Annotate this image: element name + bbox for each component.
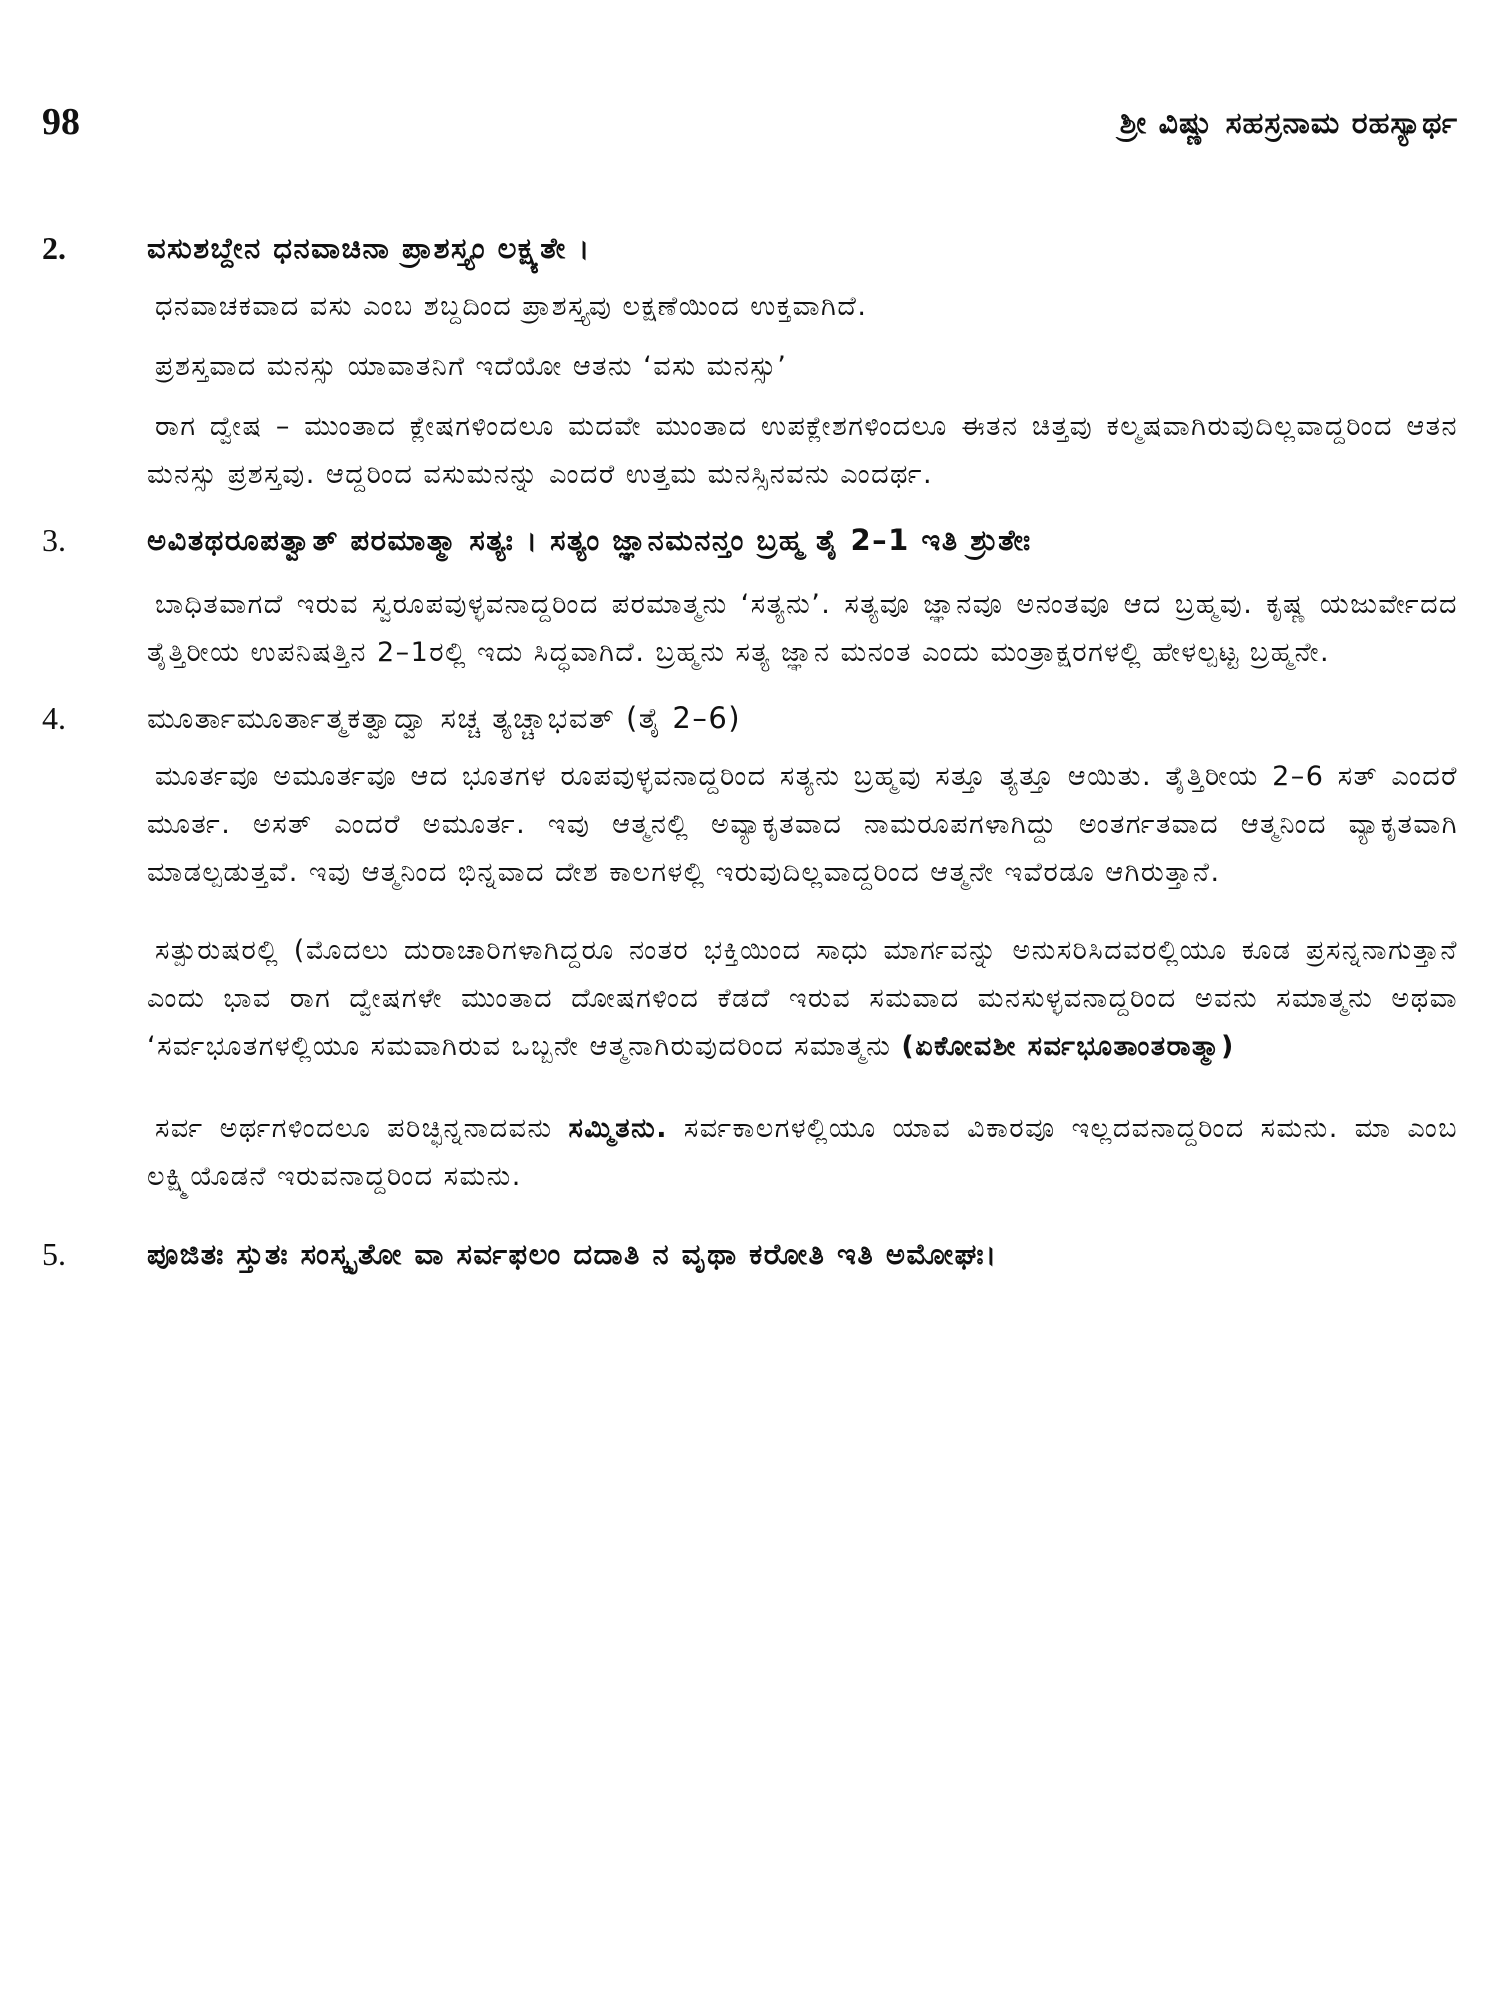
- bold-quote: (ಏಕೋವಶೀ ಸರ್ವಭೂತಾಂತರಾತ್ಮಾ): [901, 1031, 1235, 1062]
- sanskrit-heading: ಪೂಜಿತಃ ಸ್ತುತಃ ಸಂಸ್ಕೃತೋ ವಾ ಸರ್ವಫಲಂ ದದಾತಿ ನ ವೃಥಾ ಕರೋತಿ ಇತಿ ಅಮೋಘಃ।: [147, 1237, 998, 1271]
- page-body: [42, 225, 1458, 1277]
- paragraph-text: ಸರ್ವ ಅರ್ಥಗಳಿಂದಲೂ ಪರಿಚ್ಛಿನ್ನನಾದವನು: [155, 1113, 569, 1144]
- verse-item-2: [42, 225, 1458, 499]
- page-number: 98: [42, 101, 80, 143]
- explanation-paragraph: ಧನವಾಚಕವಾದ ವಸು ಎಂಬ ಶಬ್ದದಿಂದ ಪ್ರಾಶಸ್ತ್ಯವು ಲಕ್ಷಣೆಯಿಂದ ಉಕ್ತವಾಗಿದೆ.: [155, 291, 868, 322]
- paragraph-text-after: ಸರ್ವಕಾಲಗಳಲ್ಲಿಯೂ ಯಾವ ವಿಕಾರವೂ ಇಲ್ಲದವನಾದ್ದರಿಂದ ಸಮನು. ಮಾ ಎಂಬ ಲಕ್ಷ್ಮಿಯೊಡನೆ ಇರುವನಾದ್ದರಿಂದ ಸಮನು.: [147, 1113, 1458, 1192]
- explanation-paragraph: ಬಾಧಿತವಾಗದೆ ಇರುವ ಸ್ವರೂಪವುಳ್ಳವನಾದ್ದರಿಂದ ಪರಮಾತ್ಮನು ‘ಸತ್ಯನು’. ಸತ್ಯವೂ ಜ್ಞಾನವೂ ಅನಂತವೂ ಆದ ಬ್ರಹ್ಮವು. ಕೃಷ್ಣ ಯಜುರ್ವೇದದ ತೈತ್ತಿರೀಯ ಉಪನಿಷತ್ತಿನ 2–1ರಲ್ಲಿ ಇದು ಸಿದ್ಧವಾಗಿದೆ. ಬ್ರಹ್ಮನು ಸತ್ಯ ಜ್ಞಾನ ಮನಂತ ಎಂದು ಮಂತ್ರಾಕ್ಷರಗಳಲ್ಲಿ ಹೇಳಲ್ಪಟ್ಟ ಬ್ರಹ್ಮನೇ.: [147, 589, 1458, 668]
- explanation-paragraph: ಪ್ರಶಸ್ತವಾದ ಮನಸ್ಸು ಯಾವಾತನಿಗೆ ಇದೆಯೋ ಆತನು ‘ವಸು ಮನಸ್ಸು’: [155, 351, 788, 382]
- sanskrit-heading: ಅವಿತಥರೂಪತ್ವಾತ್ ಪರಮಾತ್ಮಾ ಸತ್ಯಃ । ಸತ್ಯಂ ಜ್ಞಾನಮನನ್ತಂ ಬ್ರಹ್ಮ ತೈ 2–1 ಇತಿ ಶ್ರುತೇಃ: [147, 523, 1032, 557]
- explanation-paragraph: [147, 927, 1458, 1071]
- sanskrit-heading: ವಸುಶಬ್ದೇನ ಧನವಾಚಿನಾ ಪ್ರಾಶಸ್ತ್ಯಂ ಲಕ್ಷ್ಯತೇ ।: [147, 231, 591, 265]
- item-number: 2.: [42, 230, 66, 266]
- paragraph-text: ಸತ್ಪುರುಷರಲ್ಲಿ (ಮೊದಲು ದುರಾಚಾರಿಗಳಾಗಿದ್ದರೂ ನಂತರ ಭಕ್ತಿಯಿಂದ ಸಾಧು ಮಾರ್ಗವನ್ನು ಅನುಸರಿಸಿದವರಲ್ಲಿಯೂ ಕೂಡ ಪ್ರಸನ್ನನಾಗುತ್ತಾನೆ ಎಂದು ಭಾವ ರಾಗ ದ್ವೇಷಗಳೇ ಮುಂತಾದ ದೋಷಗಳಿಂದ ಕೆಡದೆ ಇರುವ ಸಮವಾದ ಮನಸುಳ್ಳವನಾದ್ದರಿಂದ ಅವನು ಸಮಾತ್ಮನು ಅಥವಾ ‘ಸರ್ವಭೂತಗಳಲ್ಲಿಯೂ ಸಮವಾಗಿರುವ ಒಬ್ಬನೇ ಆತ್ಮನಾಗಿರುವುದರಿಂದ ಸಮಾತ್ಮನು: [147, 935, 1458, 1062]
- explanation-paragraph: ಮೂರ್ತವೂ ಅಮೂರ್ತವೂ ಆದ ಭೂತಗಳ ರೂಪವುಳ್ಳವನಾದ್ದರಿಂದ ಸತ್ಯನು ಬ್ರಹ್ಮವು ಸತ್ತೂ ತ್ಯತ್ತೂ ಆಯಿತು. ತೈತ್ತಿರೀಯ 2–6 ಸತ್ ಎಂದರೆ ಮೂರ್ತ. ಅಸತ್ ಎಂದರೆ ಅಮೂರ್ತ. ಇವು ಆತ್ಮನಲ್ಲಿ ಅವ್ಯಾಕೃತವಾದ ನಾಮರೂಪಗಳಾಗಿದ್ದು ಅಂತರ್ಗತವಾದ ಆತ್ಮನಿಂದ ವ್ಯಾಕೃತವಾಗಿ ಮಾಡಲ್ಪಡುತ್ತವೆ. ಇವು ಆತ್ಮನಿಂದ ಭಿನ್ನವಾದ ದೇಶ ಕಾಲಗಳಲ್ಲಿ ಇರುವುದಿಲ್ಲವಾದ್ದರಿಂದ ಆತ್ಮನೇ ಇವೆರಡೂ ಆಗಿರುತ್ತಾನೆ.: [147, 761, 1458, 888]
- verse-item-4: [42, 695, 1458, 1201]
- running-header-title: ಶ್ರೀ ವಿಷ್ಣು ಸಹಸ್ರನಾಮ ರಹಸ್ಯಾರ್ಥ: [1119, 106, 1458, 141]
- explanation-paragraph: [147, 1105, 1458, 1201]
- bold-term: ಸಮ್ಮಿತನು.: [568, 1113, 668, 1144]
- verse-item-5: [42, 1231, 1458, 1277]
- explanation-paragraph: ರಾಗ ದ್ವೇಷ – ಮುಂತಾದ ಕ್ಲೇಷಗಳಿಂದಲೂ ಮದವೇ ಮುಂತಾದ ಉಪಕ್ಲೇಶಗಳಿಂದಲೂ ಈತನ ಚಿತ್ತವು ಕಲ್ಮಷವಾಗಿರುವುದಿಲ್ಲವಾದ್ದರಿಂದ ಆತನ ಮನಸ್ಸು ಪ್ರಶಸ್ತವು. ಆದ್ದರಿಂದ ವಸುಮನನ್ನು ಎಂದರೆ ಉತ್ತಮ ಮನಸ್ಸಿನವನು ಎಂದರ್ಥ.: [147, 411, 1458, 490]
- item-number: 4.: [42, 700, 66, 736]
- item-number: 5.: [42, 1236, 66, 1272]
- sanskrit-heading: ಮೂರ್ತಾಮೂರ್ತಾತ್ಮಕತ್ವಾದ್ವಾ ಸಚ್ಚ ತ್ಯಚ್ಚಾಭವತ್ (ತೈ 2–6): [147, 701, 742, 735]
- item-number: 3.: [42, 522, 66, 558]
- verse-item-3: [42, 517, 1458, 677]
